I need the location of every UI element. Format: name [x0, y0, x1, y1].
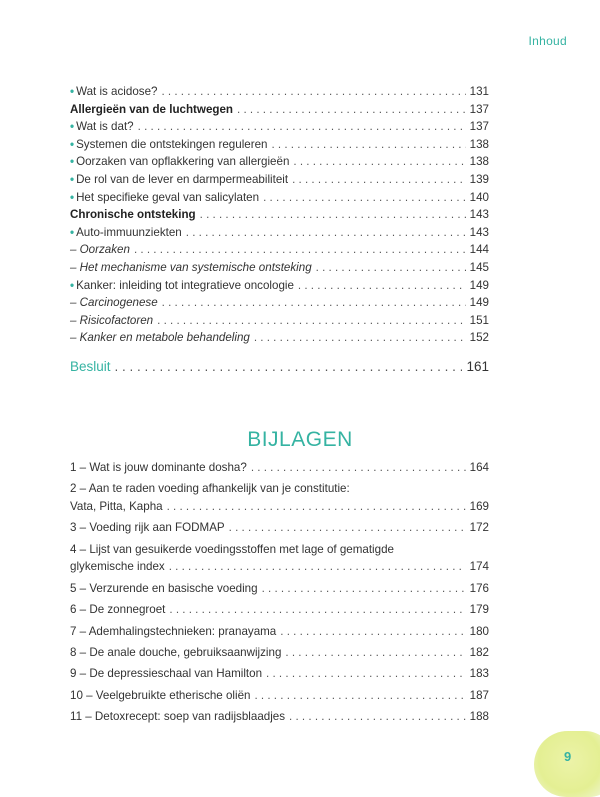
dot-leader	[115, 357, 463, 377]
dot-leader	[161, 83, 465, 101]
dot-leader	[316, 259, 466, 277]
bullet-icon: •	[70, 190, 75, 204]
appendix-entry	[70, 687, 489, 705]
appendix-list	[70, 459, 489, 729]
page-reference: 137	[469, 120, 489, 134]
dot-leader	[138, 118, 466, 136]
entry-title: Allergieën van de luchtwegen	[70, 102, 233, 116]
page-reference: 140	[469, 190, 489, 204]
page-reference: 183	[469, 667, 489, 681]
entry-title: – Carcinogenese	[70, 296, 158, 310]
toc-entry	[70, 224, 489, 242]
entry-title-line2	[70, 558, 489, 576]
dot-leader	[186, 224, 466, 242]
page-reference: 144	[469, 243, 489, 257]
appendix-entry	[70, 644, 489, 662]
toc-entry	[70, 153, 489, 171]
dot-leader	[134, 241, 466, 259]
page-reference: 149	[469, 278, 489, 292]
page-reference: 164	[469, 461, 489, 474]
dot-leader	[293, 153, 465, 171]
bullet-icon: •	[70, 137, 75, 151]
dot-leader	[200, 206, 466, 224]
dot-leader	[162, 294, 466, 312]
bullet-icon: •	[70, 85, 75, 98]
appendix-entry	[70, 623, 489, 641]
page-reference: 176	[469, 581, 489, 595]
appendix-entry	[70, 665, 489, 683]
dot-leader	[285, 644, 465, 662]
page-reference: 172	[469, 521, 489, 535]
page-reference: 180	[469, 624, 489, 638]
toc-subentry	[70, 329, 489, 347]
page-reference: 187	[469, 688, 489, 702]
entry-title: 6 – De zonnegroet	[70, 603, 166, 617]
entry-title: – Kanker en metabole behandeling	[70, 331, 250, 345]
appendix-entry	[70, 519, 489, 537]
entry-title: glykemische index	[70, 560, 165, 574]
entry-title: Het specifieke geval van salicylaten	[76, 190, 260, 204]
page-reference: 169	[469, 499, 489, 513]
toc-subentry	[70, 241, 489, 259]
page-reference: 145	[469, 260, 489, 274]
page-reference: 179	[469, 603, 489, 617]
dot-leader	[262, 580, 466, 598]
dot-leader	[289, 708, 466, 726]
entry-title: De rol van de lever en darmpermeabiliteit	[76, 172, 289, 186]
running-header: Inhoud	[528, 34, 567, 48]
page-reference: 149	[469, 296, 489, 310]
entry-title: 3 – Voeding rijk aan FODMAP	[70, 521, 225, 535]
entry-title: 7 – Ademhalingstechnieken: pranayama	[70, 624, 277, 638]
appendix-entry	[70, 580, 489, 598]
dot-leader	[254, 329, 466, 347]
bullet-icon: •	[70, 155, 75, 169]
page-reference: 138	[469, 155, 489, 169]
toc-heading	[70, 101, 489, 119]
toc-subentry	[70, 294, 489, 312]
dot-leader	[251, 459, 466, 477]
entry-title-line1: 4 – Lijst van gesuikerde voedingsstoffen met lage of gematigde	[70, 542, 394, 556]
appendix-entry	[70, 601, 489, 619]
entry-title: 1 – Wat is jouw dominante dosha?	[70, 461, 247, 474]
toc-entry	[70, 118, 489, 136]
entry-title: Oorzaken van opflakkering van allergieën	[76, 155, 290, 169]
dot-leader	[280, 623, 465, 641]
entry-title: Wat is dat?	[76, 120, 134, 134]
page-reference: 152	[469, 331, 489, 345]
entry-title: 8 – De anale douche, gebruiksaanwijzing	[70, 645, 282, 659]
page-reference: 143	[469, 208, 489, 222]
dot-leader	[229, 519, 466, 537]
toc-subentry	[70, 259, 489, 277]
toc-entry	[70, 189, 489, 207]
toc-entry	[70, 136, 489, 154]
page-reference: 138	[469, 137, 489, 151]
entry-title: Systemen die ontstekingen reguleren	[76, 137, 268, 151]
dot-leader	[157, 312, 466, 330]
page-reference: 188	[469, 710, 489, 724]
entry-title: – Het mechanisme van systemische ontsteking	[70, 260, 312, 274]
entry-title: 11 – Detoxrecept: soep van radijsblaadjes	[70, 710, 286, 724]
spacer	[70, 347, 489, 357]
toc-heading	[70, 206, 489, 224]
page-reference: 151	[469, 313, 489, 327]
toc-besluit	[70, 357, 489, 377]
page-reference: 182	[469, 645, 489, 659]
toc-entry	[70, 277, 489, 295]
appendix-entry	[70, 459, 489, 477]
toc-subentry	[70, 312, 489, 330]
dot-leader	[169, 601, 465, 619]
dot-leader	[266, 665, 466, 683]
dot-leader	[237, 101, 466, 119]
bullet-icon: •	[70, 225, 75, 239]
appendix-entry	[70, 541, 489, 576]
dot-leader	[167, 498, 466, 516]
entry-title: Chronische ontsteking	[70, 208, 196, 222]
bullet-icon: •	[70, 172, 75, 186]
entry-title: 9 – De depressieschaal van Hamilton	[70, 667, 263, 681]
entry-title: Wat is acidose?	[76, 85, 158, 98]
appendix-entry	[70, 708, 489, 726]
entry-title: – Oorzaken	[70, 243, 130, 257]
entry-title: – Risicofactoren	[70, 313, 154, 327]
page-reference: 161	[466, 358, 489, 374]
toc-entry	[70, 83, 489, 101]
appendix-entry	[70, 480, 489, 515]
section-title-bijlagen: BIJLAGEN	[247, 428, 353, 451]
page-number: 9	[564, 749, 572, 764]
dot-leader	[298, 277, 466, 295]
entry-title: Kanker: inleiding tot integratieve oncologie	[76, 278, 294, 292]
toc-list	[70, 83, 489, 377]
dot-leader	[271, 136, 465, 154]
dot-leader	[292, 171, 466, 189]
entry-title: Vata, Pitta, Kapha	[70, 499, 163, 513]
page-number-badge	[534, 731, 600, 797]
bullet-icon: •	[70, 120, 75, 134]
toc-entry	[70, 171, 489, 189]
entry-title: Besluit	[70, 358, 111, 374]
dot-leader	[169, 558, 466, 576]
bullet-icon: •	[70, 278, 75, 292]
page-reference: 139	[469, 172, 489, 186]
entry-title-line2	[70, 498, 489, 516]
entry-title: 10 – Veelgebruikte etherische oliën	[70, 688, 251, 702]
entry-title: Auto-immuunziekten	[76, 225, 182, 239]
entry-title: 5 – Verzurende en basische voeding	[70, 581, 258, 595]
page-reference: 174	[469, 560, 489, 574]
dot-leader	[254, 687, 465, 705]
entry-title-line1: 2 – Aan te raden voeding afhankelijk van je constitutie:	[70, 482, 350, 496]
page-reference: 137	[469, 102, 489, 116]
dot-leader	[263, 189, 466, 207]
page-reference: 131	[469, 85, 489, 98]
page-reference: 143	[469, 225, 489, 239]
